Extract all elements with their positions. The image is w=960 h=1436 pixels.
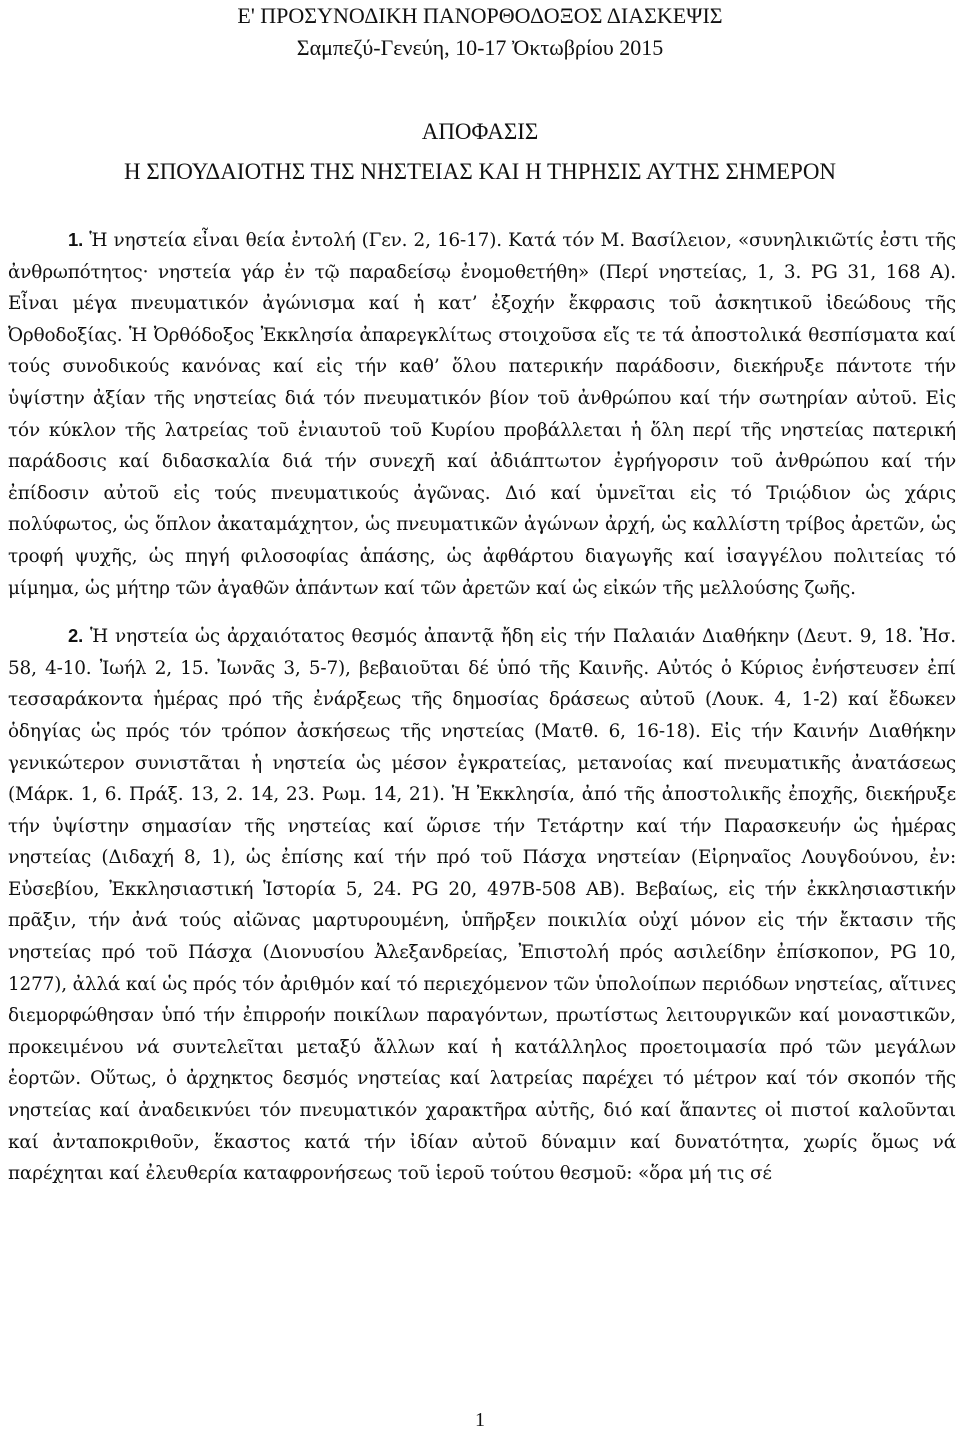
paragraph-text: Ἡ νηστεία ὡς ἀρχαιότατος θεσμός ἀπαντᾷ ἤδη εἰς τήν Παλαιάν Διαθήκην (Δευτ. 9, 18. Ἠσ. 58, 4-10. Ἰωήλ 2, 15. Ἰωνᾶς 3, 5-7), βεβαιοῦται δέ ὑπό τῆς Καινῆς. Αὐτός ὁ Κύριος ἐνήστευσεν ἐπί τεσσαράκοντα ἡμέρας πρό τῆς ἐνάρξεως τῆς δημοσίας δράσεως αὐτοῦ (Λουκ. 4, 1-2) καί ἔδωκεν ὁδηγίας ὡς πρός τόν τρόπον ἀσκήσεως τῆς νηστείας (Ματθ. 6, 16-18). Εἰς τήν Καινήν Διαθήκην γενικώτερον συνιστᾶται ἡ νηστεία ὡς μέσον ἐγκρατείας, μετανοίας καί πνευματικῆς ἀνατάσεως (Μάρκ. 1, 6. Πράξ. 13, 2. 14, 23. Ρωμ. 14, 21). Ἡ Ἐκκλησία, ἀπό τῆς ἀποστολικῆς ἐποχῆς, διεκήρυξε τήν ὑψίστην σημασίαν τῆς νηστείας καί ὥρισε τήν Τετάρτην καί τήν Παρασκευήν ὡς ἡμέρας νηστείας (Διδαχή 8, 1), ὡς ἐπίσης καί τήν πρό τοῦ Πάσχα νηστείαν (Εἰρηναῖος Λουγδούνου, ἐν: Εὐσεβίου, Ἐκκλησιαστική Ἱστορία 5, 24. PG 20, 497B-508 AB). Βεβαίως, εἰς τήν ἐκκλησιαστικήν πρᾶξιν, τήν ἀνά τούς αἰῶνας μαρτυρουμένη, ὑπῆρξεν ποικιλία οὐχί μόνον εἰς τήν ἔκτασιν τῆς νηστείας πρό τοῦ Πάσχα (Διονυσίου Ἀλεξανδρείας, Ἐπιστολή πρός ασιλείδην ἐπίσκοπον, PG 10, 1277), ἀλλά καί ὡς πρός τόν ἀριθμόν καί τό περιεχόμενον τῶν ὑπολοίπων περιόδων νηστείας, αἵτινες διεμορφώθησαν ὑπό τήν ἐπιρροήν ποικίλων παραγόντων, πρωτίστως λειτουργικῶν καί μοναστικῶν, προκειμένου νά συντελεῖται μεταξύ ἄλλων καί ἡ κατάλληλος προετοιμασία πρό τῶν μεγάλων ἑορτῶν. Οὕτως, ὁ ἀρχηκτος δεσμός νηστείας καί λατρείας παρέχει τό μέτρον καί τόν σκοπόν τῆς νηστείας καί ἀναδεικνύει τόν πνευματικόν χαρακτῆρα αὐτῆς, διό καί ἅπαντες οἱ πιστοί καλοῦνται καί ἀνταποκριθοῦν, ἕκαστος κατά τήν ἰδίαν αὐτοῦ δύναμιν καί δυνατότητα, χωρίς ὅμως νά παρέχηται καί ἐλευθερία καταφρονήσεως τοῦ ἱεροῦ τούτου θεσμοῦ: «ὅρα μή τις σέ bbox=[8, 626, 957, 1185]
paragraph-2 bbox=[8, 620, 956, 1190]
conference-place-date: Σαμπεζύ-Γενεύη, 10-17 Ὀκτωβρίου 2015 bbox=[296, 35, 664, 60]
decision-body bbox=[8, 224, 956, 1190]
paragraph-1 bbox=[8, 224, 956, 604]
paragraph-number: 2. bbox=[68, 625, 84, 647]
paragraph-number: 1. bbox=[68, 229, 84, 250]
page-number: 1 bbox=[475, 1409, 485, 1431]
decision-label: ΑΠΟΦΑΣΙΣ bbox=[421, 119, 539, 144]
decision-subject: Η ΣΠΟΥΔΑΙΟΤΗΣ ΤΗΣ ΝΗΣΤΕΙΑΣ ΚΑΙ Η ΤΗΡΗΣΙΣ ΑΥΤΗΣ ΣΗΜΕΡΟΝ bbox=[123, 159, 837, 184]
conference-title: Ε' ΠΡΟΣΥΝΟΔΙΚΗ ΠΑΝΟΡΘΟΔΟΞΟΣ ΔΙΑΣΚΕΨΙΣ bbox=[237, 3, 723, 28]
paragraph-text: Ἡ νηστεία εἶναι θεία ἐντολή (Γεν. 2, 16-17). Κατά τόν Μ. Βασίλειον, «συνηλικιῶτίς ἐστι τῆς ἀνθρωπότητος· νηστεία γάρ ἐν τῷ παραδείσῳ ἐνομοθετήθη» (Περί νηστείας, 1, 3. PG 31, 168 A). Εἶναι μέγα πνευματικόν ἀγώνισμα καί ἡ κατ’ ἐξοχήν ἔκφρασις τοῦ ἀσκητικοῦ ἰδεώδους τῆς Ὀρθοδοξίας. Ἡ Ὀρθόδοξος Ἐκκλησία ἀπαρεγκλίτως στοιχοῦσα εἴς τε τά ἀποστολικά θεσπίσματα καί τούς συνοδικούς κανόνας καί εἰς τήν καθ’ ὅλου πατερικήν παράδοσιν, διεκήρυξε πάντοτε τήν ὑψίστην ἀξίαν τῆς νηστείας διά τόν πνευματικόν βίον τοῦ ἀνθρώπου καί τήν σωτηρίαν αὐτοῦ. Εἰς τόν κύκλον τῆς λατρείας τοῦ ἐνιαυτοῦ τοῦ Κυρίου προβάλλεται ἡ ὅλη περί τῆς νηστείας πατερική παράδοσις καί διδασκαλία διά τήν συνεχῆ καί ἀδιάπτωτον ἐγρήγορσιν τοῦ ἀνθρώπου καί τήν ἐπίδοσιν αὐτοῦ εἰς τούς πνευματικούς ἀγῶνας. Διό καί ὑμνεῖται εἰς τό Τριῴδιον ὡς χάρις πολύφωτος, ὡς ὅπλον ἀκαταμάχητον, ὡς πνευματικῶν ἀγώνων ἀρχή, ὡς καλλίστη τρίβος ἀρετῶν, ὡς τροφή ψυχῆς, ὡς πηγή φιλοσοφίας ἁπάσης, ὡς ἀφθάρτου διαγωγῆς καί ἰσαγγέλου πολιτείας τό μίμημα, ὡς μήτηρ τῶν ἀγαθῶν ἁπάντων καί τῶν ἀρετῶν καί ὡς εἰκών τῆς μελλούσης ζωῆς. bbox=[8, 230, 956, 599]
